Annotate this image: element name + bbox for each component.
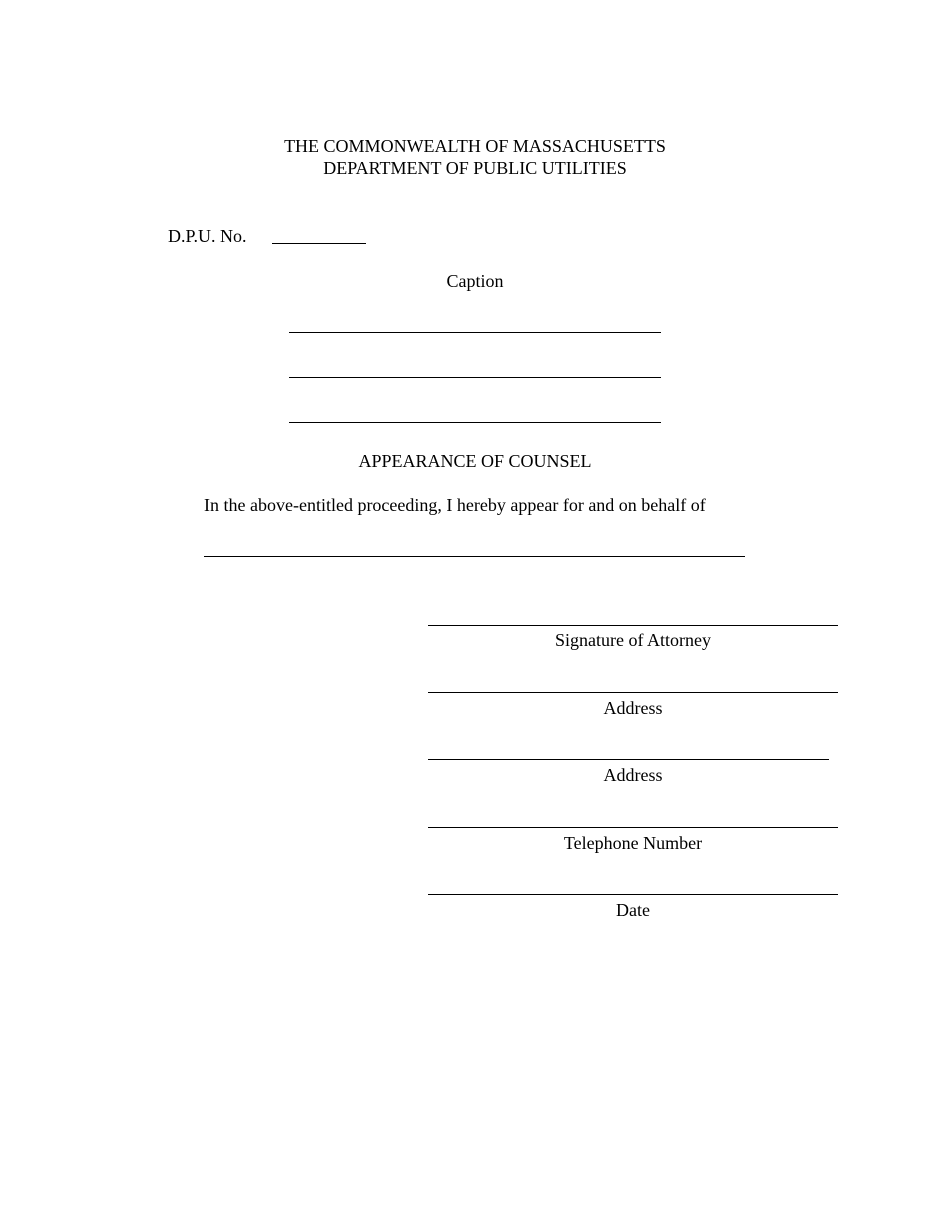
address-label-1: Address: [603, 698, 663, 718]
caption-line-1[interactable]: [289, 332, 661, 333]
address-line-2[interactable]: [428, 759, 829, 760]
document-title: APPEARANCE OF COUNSEL: [358, 451, 592, 471]
party-name-line[interactable]: [204, 556, 745, 557]
address-line-1[interactable]: [428, 692, 838, 693]
caption-line-3[interactable]: [289, 422, 661, 423]
telephone-line[interactable]: [428, 827, 838, 828]
caption-label: Caption: [446, 271, 504, 291]
docket-label: D.P.U. No.: [168, 226, 247, 246]
header-department: DEPARTMENT OF PUBLIC UTILITIES: [323, 158, 627, 178]
address-label-2: Address: [603, 765, 663, 785]
header-commonwealth: THE COMMONWEALTH OF MASSACHUSETTS: [284, 136, 666, 156]
signature-label: Signature of Attorney: [555, 630, 711, 650]
signature-line[interactable]: [428, 625, 838, 626]
appearance-statement: In the above-entitled proceeding, I hereby appear for and on behalf of: [204, 495, 706, 515]
date-label: Date: [616, 900, 650, 920]
date-line[interactable]: [428, 894, 838, 895]
telephone-label: Telephone Number: [563, 833, 703, 853]
docket-number-blank[interactable]: [272, 243, 366, 244]
caption-line-2[interactable]: [289, 377, 661, 378]
